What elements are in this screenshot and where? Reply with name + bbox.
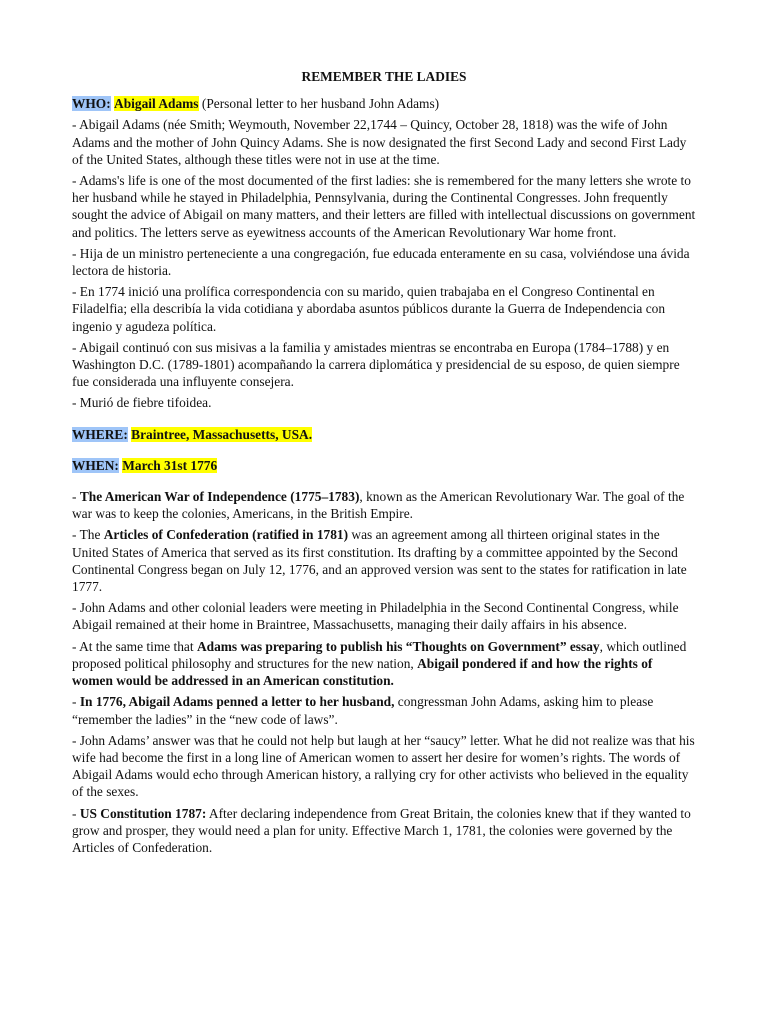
text-run: was an agreement among all thirteen original states in the United States of America that served as its first constitution. Its drafting by a committee appointed by the Second Continental Congress began on July 12, 1776, and an approved version was sent to the states for ratification in late 1777.	[72, 527, 687, 595]
who-name: Abigail Adams	[114, 96, 199, 112]
text-run: After declaring independence from Great Britain, the colonies knew that if they wanted to grow and prosper, they would need a plan for unity. Effective March 1, 1781, the colonies were governed by the Articles of Confederation.	[72, 805, 691, 855]
constitution-paragraph	[72, 805, 696, 857]
articles-paragraph	[72, 526, 696, 595]
bold-run: In 1776, Abigail Adams penned a letter to her husband,	[79, 694, 395, 710]
document-title: REMEMBER THE LADIES	[301, 69, 467, 84]
when-label: WHEN:	[72, 457, 119, 473]
who-note: (Personal letter to her husband John Adams)	[201, 96, 440, 112]
text-run: -	[72, 805, 80, 821]
where-value: Braintree, Massachusetts, USA.	[131, 426, 313, 442]
text-run: , known as the American Revolutionary War. The goal of the war was to keep the colonies, Americans, in the British Empire.	[72, 489, 685, 522]
answer-paragraph: - John Adams’ answer was that he could not help but laugh at her “saucy” letter. What he did not realize was that his wife had become the first in a long line of American women to assert her desire for women’s rights. The words of Abigail Adams would echo through American history, a rallying cry for other activists who believed in the equality of the sexes.	[72, 732, 695, 800]
who-line	[72, 95, 696, 112]
who-paragraph: - Abigail continuó con sus misivas a la familia y amistades mientras se encontraba en Europa (1784–1788) y en Washington D.C. (1789-1801) acompañando la carrera diplomática y presidencial de su esposo, de quien siempre fue considerada una influyente consejera.	[72, 339, 680, 390]
bold-run: Abigail pondered if and how the rights of women would be addressed in an American constitution.	[72, 655, 653, 689]
thoughts-paragraph	[72, 638, 696, 690]
where-line	[72, 426, 696, 443]
war-paragraph	[72, 488, 696, 522]
who-label: WHO:	[72, 96, 111, 112]
text-run: - The	[72, 527, 104, 543]
bold-run: US Constitution 1787:	[79, 805, 207, 821]
bold-run: Articles of Confederation (ratified in 1781)	[103, 527, 349, 543]
text-run: - At the same time that	[72, 638, 197, 654]
bold-run: Adams was preparing to publish his “Thoughts on Government” essay	[196, 638, 600, 654]
when-line	[72, 457, 696, 474]
text-run: -	[72, 694, 80, 710]
who-paragraph: - Hija de un ministro perteneciente a una congregación, fue educada enteramente en su casa, volviéndose una ávida lectora de historia.	[72, 245, 690, 279]
who-paragraph: - Abigail Adams (née Smith; Weymouth, November 22,1744 – Quincy, October 28, 1818) was the wife of John Adams and the mother of John Quincy Adams. She is now designated the first Second Lady and second First Lady of the United States, although these titles were not in use at the time.	[72, 117, 687, 167]
who-paragraph: - Murió de fiebre tifoidea.	[72, 395, 212, 411]
text-run: congressman John Adams, asking him to please “remember the ladies” in the “new code of laws”.	[72, 694, 654, 727]
when-value: March 31st 1776	[122, 457, 218, 473]
who-paragraph: - Adams's life is one of the most documented of the first ladies: she is remembered for the many letters she wrote to her husband while he stayed in Philadelphia, Pennsylvania, during the Continental Congresses. John frequently sought the advice of Abigail on many matters, and their letters are filled with intellectual discussions on government and politics. The letters serve as eyewitness accounts of the American Revolutionary War home front.	[72, 173, 696, 240]
meeting-paragraph: - John Adams and other colonial leaders were meeting in Philadelphia in the Second Continental Congress, while Abigail remained at their home in Braintree, Massachusetts, managing their daily affairs in his absence.	[72, 600, 679, 633]
where-label: WHERE:	[72, 426, 128, 442]
text-run: -	[72, 489, 80, 505]
letter-paragraph	[72, 693, 696, 727]
text-run: , which outlined proposed political philosophy and structures for the new nation,	[72, 638, 687, 671]
bold-run: The American War of Independence (1775–1783)	[79, 489, 360, 505]
who-paragraph: - En 1774 inició una prolífica correspondencia con su marido, quien trabajaba en el Congreso Continental en Filadelfia; ella describía la vida cotidiana y abordaba asuntos públicos durante la Guerra de Independencia con ingenio y agudeza política.	[72, 284, 666, 334]
